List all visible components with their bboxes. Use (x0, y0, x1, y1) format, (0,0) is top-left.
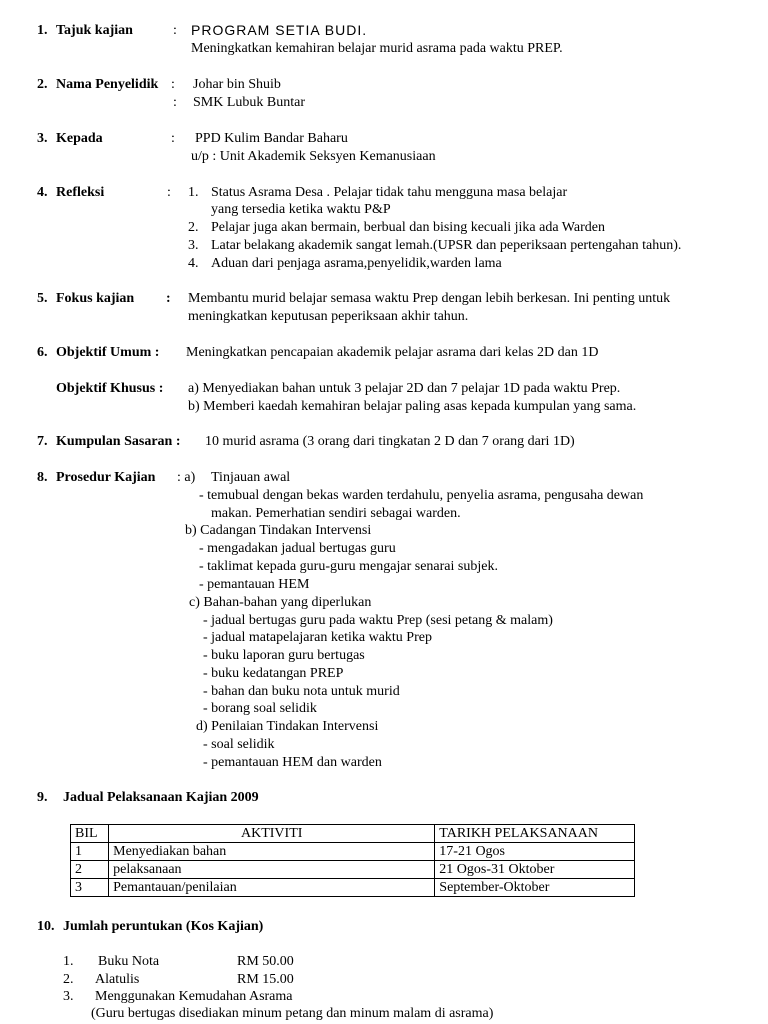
table-cell: pelaksanaan (109, 861, 435, 879)
procedure-c-item: - jadual bertugas guru pada waktu Prep (sesi petang & malam) (203, 613, 553, 628)
section-8-number: 8. (37, 470, 48, 485)
procedure-c-item: - bahan dan buku nota untuk murid (203, 684, 400, 699)
table-cell: 1 (71, 843, 109, 861)
table-cell: 17-21 Ogos (435, 843, 635, 861)
procedure-c-item: - borang soal selidik (203, 701, 317, 716)
section-2-colon: : (171, 77, 175, 92)
section-1-number: 1. (37, 23, 48, 38)
procedure-a-item: - temubual dengan bekas warden terdahulu, penyelia asrama, pengusaha dewan (199, 488, 644, 503)
procedure-d-item: - pemantauan HEM dan warden (203, 755, 382, 770)
project-description: Meningkatkan kemahiran belajar murid asrama pada waktu PREP. (191, 41, 563, 56)
procedure-b-item: - pemantauan HEM (199, 577, 310, 592)
section-1-colon: : (173, 23, 177, 38)
header-tarikh: TARIKH PELAKSANAAN (435, 825, 635, 843)
procedure-d-item: - soal selidik (203, 737, 275, 752)
procedure-b-item: - taklimat kepada guru-guru mengajar senarai subjek. (199, 559, 498, 574)
section-4-number: 4. (37, 185, 48, 200)
researcher-school: SMK Lubuk Buntar (193, 95, 305, 110)
schedule-table (70, 824, 635, 897)
table-cell: 2 (71, 861, 109, 879)
specific-objective-label: Objektif Khusus : (56, 381, 164, 396)
section-10-label: Jumlah peruntukan (Kos Kajian) (63, 919, 264, 934)
reflection-number-1: 1. (188, 185, 199, 200)
procedure-d-title: d) Penilaian Tindakan Intervensi (196, 719, 379, 734)
cost-item-2-amount: RM 15.00 (237, 972, 294, 987)
section-5-colon: : (166, 291, 171, 306)
focus-line-1: Membantu murid belajar semasa waktu Prep dengan lebih berkesan. Ini penting untuk (188, 291, 671, 306)
cost-number-2: 2. (63, 972, 74, 987)
section-9-label: Jadual Pelaksanaan Kajian 2009 (63, 790, 259, 805)
section-7-number: 7. (37, 434, 48, 449)
table-row (71, 843, 635, 861)
table-row (71, 879, 635, 897)
section-5-label: Fokus kajian (56, 291, 135, 306)
procedure-b-item: - mengadakan jadual bertugas guru (199, 541, 396, 556)
header-bil: BIL (71, 825, 109, 843)
reflection-number-3: 3. (188, 238, 199, 253)
procedure-c-item: - buku kedatangan PREP (203, 666, 344, 681)
procedure-a-title: Tinjauan awal (211, 470, 291, 485)
section-2-label: Nama Penyelidik (56, 77, 159, 92)
header-aktiviti: AKTIVITI (109, 825, 435, 843)
section-8-colon: : a) (177, 470, 196, 485)
section-6-number: 6. (37, 345, 48, 360)
procedure-b-title: b) Cadangan Tindakan Intervensi (185, 523, 372, 538)
reflection-number-4: 4. (188, 256, 199, 271)
section-3-number: 3. (37, 131, 48, 146)
section-10-number: 10. (37, 919, 55, 934)
section-8-label: Prosedur Kajian (56, 470, 156, 485)
cost-note: (Guru bertugas disediakan minum petang dan minum malam di asrama) (91, 1006, 494, 1021)
section-4-label: Refleksi (56, 185, 105, 200)
recipient-line-2: u/p : Unit Akademik Seksyen Kemanusiaan (191, 149, 436, 164)
table-cell: Menyediakan bahan (109, 843, 435, 861)
section-3-colon: : (171, 131, 175, 146)
section-9-number: 9. (37, 790, 48, 805)
cost-number-3: 3. (63, 989, 74, 1004)
cost-item-1-amount: RM 50.00 (237, 954, 294, 969)
table-row (71, 861, 635, 879)
specific-objective-a: a) Menyediakan bahan untuk 3 pelajar 2D dan 7 pelajar 1D pada waktu Prep. (188, 381, 621, 396)
procedure-c-item: - jadual matapelajaran ketika waktu Prep (203, 630, 432, 645)
reflection-item-2: Pelajar juga akan bermain, berbual dan bising kecuali jika ada Warden (211, 220, 605, 235)
general-objective: Meningkatkan pencapaian akademik pelajar asrama dari kelas 2D dan 1D (186, 345, 599, 360)
researcher-name: Johar bin Shuib (193, 77, 281, 92)
table-cell: Pemantauan/penilaian (109, 879, 435, 897)
target-group: 10 murid asrama (3 orang dari tingkatan 2 D dan 7 orang dari 1D) (205, 434, 575, 449)
section-3-label: Kepada (56, 131, 103, 146)
table-header-row (71, 825, 635, 843)
cost-number-1: 1. (63, 954, 74, 969)
section-6-label: Objektif Umum : (56, 345, 160, 360)
reflection-number-2: 2. (188, 220, 199, 235)
project-title: PROGRAM SETIA BUDI. (191, 22, 368, 38)
reflection-item-1-cont: yang tersedia ketika waktu P&P (211, 202, 391, 217)
table-cell: 21 Ogos-31 Oktober (435, 861, 635, 879)
section-5-number: 5. (37, 291, 48, 306)
recipient-line-1: PPD Kulim Bandar Baharu (195, 131, 348, 146)
procedure-a-item: makan. Pemerhatian sendiri sebagai warden. (211, 506, 461, 521)
table-cell: 3 (71, 879, 109, 897)
cost-item-2-name: Alatulis (95, 972, 140, 987)
cost-item-1-name: Buku Nota (98, 954, 160, 969)
procedure-c-title: c) Bahan-bahan yang diperlukan (189, 595, 372, 610)
table-cell: September-Oktober (435, 879, 635, 897)
cost-item-3-name: Menggunakan Kemudahan Asrama (95, 989, 293, 1004)
section-4-colon: : (167, 185, 171, 200)
section-2-number: 2. (37, 77, 48, 92)
section-7-label: Kumpulan Sasaran : (56, 434, 181, 449)
specific-objective-b: b) Memberi kaedah kemahiran belajar paling asas kepada kumpulan yang sama. (188, 399, 637, 414)
reflection-item-4: Aduan dari penjaga asrama,penyelidik,warden lama (211, 256, 502, 271)
focus-line-2: meningkatkan keputusan peperiksaan akhir tahun. (188, 309, 469, 324)
reflection-item-1: Status Asrama Desa . Pelajar tidak tahu mengguna masa belajar (211, 185, 568, 200)
section-2-colon-2: : (173, 95, 177, 110)
section-1-label: Tajuk kajian (56, 23, 133, 38)
procedure-c-item: - buku laporan guru bertugas (203, 648, 365, 663)
reflection-item-3: Latar belakang akademik sangat lemah.(UPSR dan peperiksaan pertengahan tahun). (211, 238, 682, 253)
